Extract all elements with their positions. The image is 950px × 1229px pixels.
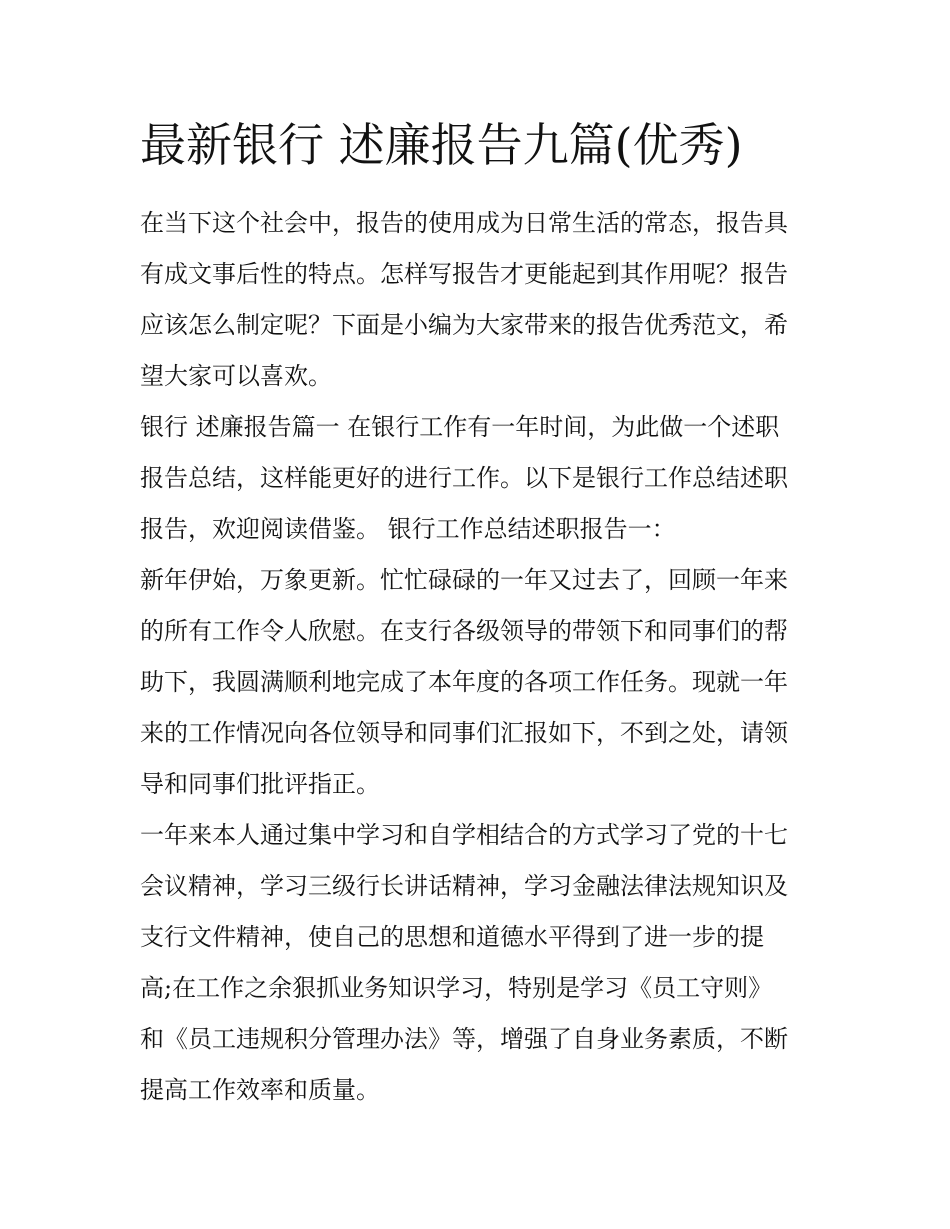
- body-line: 银行 述廉报告篇一 在银行工作有一年时间，为此做一个述职: [140, 413, 780, 441]
- body-line: 新年伊始，万象更新。忙忙碌碌的一年又过去了，回顾一年来: [140, 566, 788, 594]
- body-line: 来的工作情况向各位领导和同事们汇报如下，不到之处，请领: [140, 719, 788, 747]
- body-line: 助下，我圆满顺利地完成了本年度的各项工作任务。现就一年: [140, 668, 788, 696]
- body-line: 望大家可以喜欢。: [140, 362, 332, 390]
- body-line: 应该怎么制定呢？下面是小编为大家带来的报告优秀范文，希: [140, 311, 788, 339]
- body-line: 在当下这个社会中，报告的使用成为日常生活的常态，报告具: [140, 209, 788, 237]
- body-line: 报告总结，这样能更好的进行工作。以下是银行工作总结述职: [140, 464, 788, 492]
- body-line: 导和同事们批评指正。: [140, 770, 380, 798]
- document-body: [140, 198, 820, 1116]
- body-line: 提高工作效率和质量。: [140, 1076, 380, 1104]
- body-line: 高;在工作之余狠抓业务知识学习，特别是学习《员工守则》: [140, 974, 773, 1002]
- document-title: 最新银行 述廉报告九篇(优秀): [140, 118, 743, 172]
- body-line: 的所有工作令人欣慰。在支行各级领导的带领下和同事们的帮: [140, 617, 788, 645]
- body-line: 和《员工违规积分管理办法》等，增强了自身业务素质，不断: [140, 1025, 788, 1053]
- body-line: 报告，欢迎阅读借鉴。 银行工作总结述职报告一：: [140, 515, 676, 543]
- body-line: 一年来本人通过集中学习和自学相结合的方式学习了党的十七: [140, 821, 788, 849]
- body-line: 支行文件精神，使自己的思想和道德水平得到了进一步的提: [140, 923, 764, 951]
- body-line: 会议精神，学习三级行长讲话精神，学习金融法律法规知识及: [140, 872, 788, 900]
- body-line: 有成文事后性的特点。怎样写报告才更能起到其作用呢？报告: [140, 260, 788, 288]
